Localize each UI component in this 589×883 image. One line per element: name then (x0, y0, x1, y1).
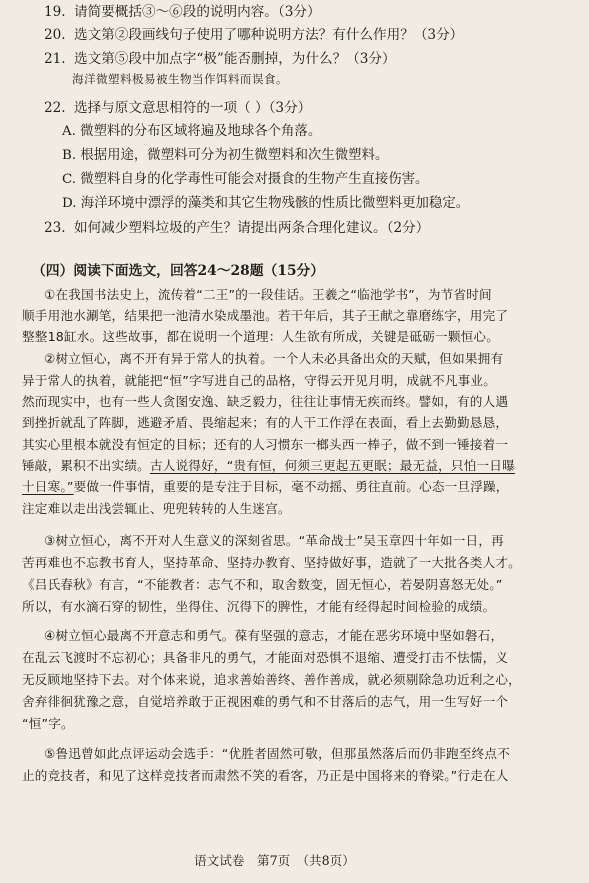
q22-option-b: B. 根据用途，微塑料可分为初生微塑料和次生微塑料。 (62, 148, 389, 163)
passage-line: 其实心里根本就没有恒定的目标；还有的人习惯东一榔头西一棒子，做不到一锤接着一 (22, 437, 509, 452)
underlined-sentence: 十日寒。” (22, 479, 74, 494)
q21-quoted-sentence: 海洋微塑料极易被生物当作饵料而误食。 (72, 72, 288, 86)
passage-line: “恒”字。 (22, 716, 74, 731)
passage-text: 锤敲，累积不出实绩。 (22, 458, 150, 473)
passage-line: ①在我国书法史上，流传着“二王”的一段佳话。王羲之“临池学书”，为节省时间 (44, 287, 492, 302)
passage-line: ④树立恒心最离不开意志和勇气。葆有坚强的意志，才能在恶劣环境中坚如磐石， (44, 628, 504, 643)
q22-option-c: C. 微塑料自身的化学毒性可能会对摄食的生物产生直接伤害。 (62, 172, 429, 187)
passage-line: 无反顾地坚持下去。对个体来说，追求善始善终、善作善成，就必须剔除急功近利之心， (22, 672, 521, 687)
passage-line: ②树立恒心，离不开有异于常人的执着。一个人未必具备出众的天赋，但如果拥有 (44, 351, 504, 366)
question-20 (44, 26, 463, 44)
passage-line: 到挫折就乱了阵脚，逃避矛盾、畏缩起来；有的人干工作浮在表面，看上去勤勤恳恳， (22, 415, 509, 430)
question-19 (44, 3, 321, 21)
question-text: 请简要概括③～⑥段的说明内容。（3分） (74, 4, 321, 20)
q22-option-a: A. 微塑料的分布区域将遍及地球各个角落。 (62, 124, 322, 139)
question-number: 21. (44, 51, 66, 67)
passage-line: 止的竞技者，和见了这样竞技者而肃然不笑的看客，乃正是中国将来的脊梁。”行走在人 (22, 768, 509, 783)
passage-line: 整整18缸水。这些故事，都在说明一个道理：人生欲有所成，关键是砥砺一颗恒心。 (22, 329, 499, 344)
passage-text: 要做一件事情，重要的是专注于目标，毫不动摇、勇往直前。心态一旦浮躁， (73, 479, 509, 494)
question-number: 22. (44, 100, 66, 116)
question-23 (44, 219, 429, 237)
question-text: 如何减少塑料垃圾的产生？请提出两条合理化建议。（2分） (74, 220, 430, 236)
passage-line: 所以，有水滴石穿的韧性，坐得住、沉得下的脾性，才能有经得起时间检验的成绩。 (22, 599, 496, 614)
page-footer: 语文试卷 第7页 （共8页） (194, 853, 355, 868)
passage-line: 注定难以走出浅尝辄止、兜兜转转的人生迷宫。 (22, 501, 291, 516)
passage-line: 在乱云飞渡时不忘初心；具备非凡的勇气，才能面对恐惧不退缩、遭受打击不怯懦，义 (22, 650, 509, 665)
passage-line: 异于常人的执着，就能把“恒”字写进自己的品格，守得云开见月明，成就不凡事业。 (22, 373, 497, 388)
question-text: 选文第②段画线句子使用了哪种说明方法？有什么作用？（3分） (74, 27, 464, 43)
passage-line: 苦再难也不忘教书育人，坚持革命、坚持办教育、坚持做好事，造就了一大批各类人才。 (22, 555, 521, 570)
q22-option-d: D. 海洋环境中漂浮的藻类和其它生物残骸的性质比微塑料更加稳定。 (62, 196, 470, 211)
question-number: 23. (44, 220, 66, 236)
passage-line: ③树立恒心，离不开对人生意义的深刻省思。“革命战士”吴玉章四十年如一日，再 (44, 533, 504, 548)
question-22 (44, 99, 311, 117)
question-number: 20. (44, 27, 66, 43)
question-21 (44, 50, 396, 68)
passage-line: 顺手用池水涮笔，结果把一池清水染成墨池。若干年后，其子王献之靠磨练字，用完了 (22, 308, 509, 323)
passage-line: 《吕氏春秋》有言，“不能教者：志气不和，取舍数变，固无恒心，若晏阴喜怒无处。” (22, 577, 503, 592)
question-text: 选文第⑤段中加点字“极”能否删掉，为什么？（3分） (74, 51, 396, 67)
question-number: 19. (44, 4, 66, 20)
question-text: 选择与原文意思相符的一项（ ）（3分） (74, 100, 312, 116)
underlined-sentence: 古人说得好，“贵有恒，何须三更起五更眠；最无益，只怕一日曝 (149, 458, 515, 473)
passage-line: ⑤鲁迅曾如此点评运动会选手：“优胜者固然可敬，但那虽然落后而仍非跑至终点不 (44, 746, 510, 761)
passage-line: 舍弃徘徊犹豫之意，自觉培养敢于正视困难的勇气和不甘落后的志气，用一生写好一个 (22, 694, 509, 709)
passage-line (22, 457, 515, 475)
passage-line: 然而现实中，也有一些人贪图安逸、缺乏毅力，往往让事情无疾而终。譬如，有的人遇 (22, 394, 509, 409)
passage-line (22, 478, 509, 496)
section-4-title: （四）阅读下面选文，回答24～28题（15分） (32, 263, 325, 279)
